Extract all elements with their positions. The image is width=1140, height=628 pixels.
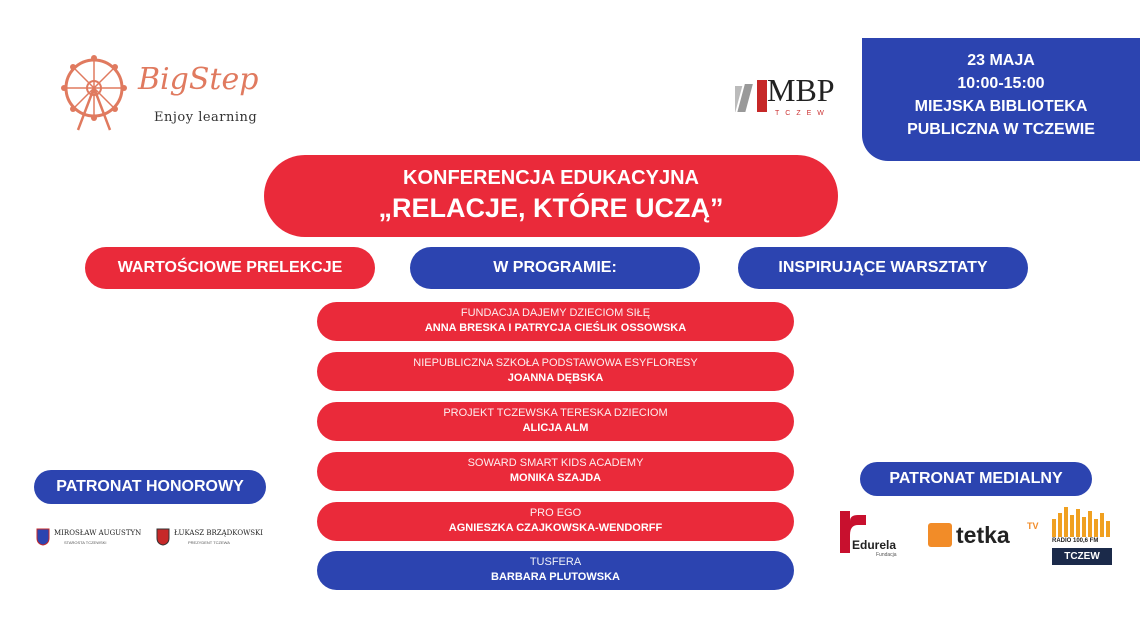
event-info-box: [862, 38, 1140, 161]
event-venue-line1: MIEJSKA BIBLIOTEKA: [914, 98, 1088, 115]
honorary-signers: [36, 526, 276, 552]
bigstep-title: BigStep: [138, 62, 259, 97]
bigstep-subtitle: Enjoy learning: [154, 110, 258, 125]
tetka-label: tetka: [956, 522, 1010, 548]
mbp-logo: [735, 70, 845, 125]
tetka-logo-icon: [928, 523, 952, 547]
ferris-wheel-icon: [58, 52, 130, 132]
edurela-sub: Fundacja: [876, 552, 897, 558]
edurela-label: Edurela: [852, 538, 897, 552]
speaker-name: JOANNA DĘBSKA: [507, 372, 604, 384]
speaker-item: [317, 452, 794, 491]
tetka-tv-label: TV: [1027, 521, 1039, 531]
radio-bars-icon: [1050, 505, 1114, 537]
event-date: 23 MAJA: [967, 52, 1035, 69]
signer-name: MIROSŁAW AUGUSTYN: [54, 529, 142, 537]
speaker-org: TUSFERA: [529, 556, 582, 568]
speaker-name: BARBARA PLUTOWSKA: [491, 571, 620, 583]
speaker-name: ALICJA ALM: [522, 422, 589, 434]
speaker-name: MONIKA SZAJDA: [509, 472, 602, 484]
speaker-org: NIEPUBLICZNA SZKOŁA PODSTAWOWA ESYFLORESY: [413, 357, 698, 369]
speaker-org: PROJEKT TCZEWSKA TERESKA DZIECIOM: [443, 407, 668, 419]
speaker-org: SOWARD SMART KIDS ACADEMY: [467, 457, 644, 469]
speaker-item: [317, 302, 794, 341]
coat-of-arms-icon: [156, 528, 170, 546]
mbp-subtext: TCZEW: [775, 110, 830, 117]
pill-prelekcje: WARTOŚCIOWE PRELEKCJE: [85, 247, 375, 289]
speaker-org: FUNDACJA DAJEMY DZIECIOM SIŁĘ: [460, 307, 651, 319]
signer-role: STAROSTA TCZEWSKI: [64, 540, 107, 545]
event-time: 10:00-15:00: [957, 75, 1045, 92]
mbp-text: MBP: [767, 72, 835, 108]
speaker-name: ANNA BRESKA I PATRYCJA CIEŚLIK OSSOWSKA: [424, 322, 687, 334]
media-partners: [836, 505, 1116, 565]
patronat-honorowy-label: PATRONAT HONOROWY: [34, 470, 266, 504]
bigstep-logo: [58, 52, 298, 137]
signer-name: ŁUKASZ BRZĄDKOWSKI: [174, 529, 264, 537]
patronat-medialny-label: PATRONAT MEDIALNY: [860, 462, 1092, 496]
speaker-org: PRO EGO: [529, 507, 582, 519]
speaker-name: AGNIESZKA CZAJKOWSKA-WENDORFF: [448, 522, 663, 534]
signer-role: PREZYDENT TCZEWA: [188, 540, 230, 545]
radio-city-label: TCZEW: [1052, 548, 1112, 565]
conference-title: [264, 155, 838, 237]
pill-w-programie: W PROGRAMIE:: [410, 247, 700, 289]
speaker-item: [317, 402, 794, 441]
title-line1: KONFERENCJA EDUKACYJNA: [403, 167, 699, 189]
radio-label: RADIO 100,6 FM: [1052, 538, 1099, 544]
speaker-item: [317, 502, 794, 541]
coat-of-arms-icon: [36, 528, 50, 546]
speaker-item: [317, 551, 794, 590]
event-venue-line2: PUBLICZNA W TCZEWIE: [907, 121, 1095, 138]
title-line2: „RELACJE, KTÓRE UCZĄ”: [378, 193, 724, 223]
pill-warsztaty: INSPIRUJĄCE WARSZTATY: [738, 247, 1028, 289]
speaker-item: [317, 352, 794, 391]
